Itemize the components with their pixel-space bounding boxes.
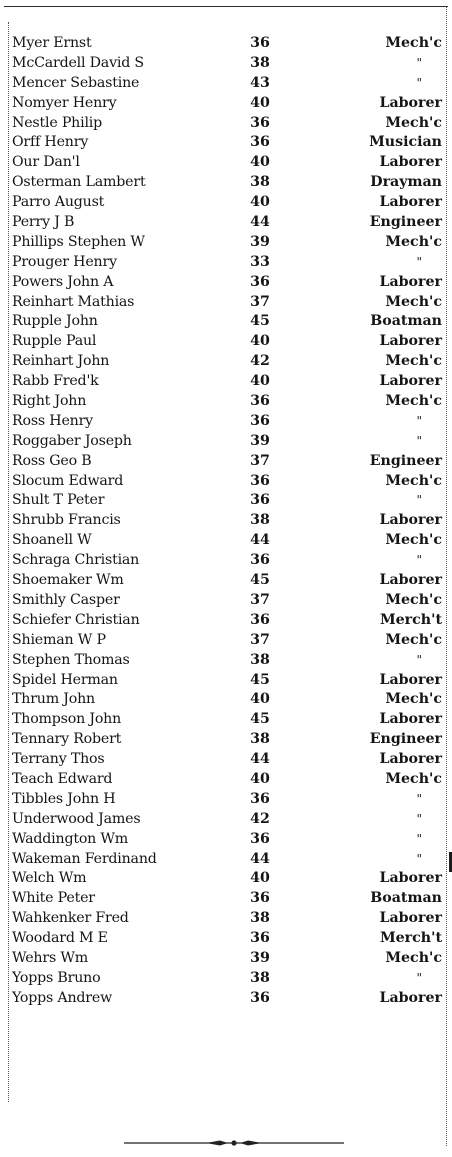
person-age: 38 <box>250 969 270 986</box>
person-occupation: Laborer <box>379 910 442 927</box>
table-row <box>0 511 452 531</box>
person-occupation: Mech'c <box>385 532 442 549</box>
person-age: 38 <box>250 910 270 927</box>
person-name: Tennary Robert <box>12 731 122 748</box>
person-name: Thompson John <box>12 711 122 728</box>
person-age: 38 <box>250 174 270 191</box>
person-age: 36 <box>250 472 270 489</box>
person-age: 36 <box>250 830 270 847</box>
person-name: McCardell David S <box>12 54 144 71</box>
table-row <box>0 949 452 969</box>
person-age: 45 <box>250 711 270 728</box>
person-age: 36 <box>250 930 270 947</box>
person-occupation: Laborer <box>379 94 442 111</box>
person-age: 36 <box>250 611 270 628</box>
person-name: Underwood James <box>12 810 141 827</box>
person-age: 39 <box>250 949 270 966</box>
person-occupation: " <box>416 493 422 508</box>
person-name: Smithly Casper <box>12 591 120 608</box>
table-row <box>0 432 452 452</box>
person-name: Rupple Paul <box>12 333 97 350</box>
person-age: 39 <box>250 233 270 250</box>
person-age: 40 <box>250 333 270 350</box>
table-row <box>0 54 452 74</box>
person-name: Myer Ernst <box>12 35 92 51</box>
person-name: Our Dan'l <box>12 154 80 171</box>
table-row <box>0 213 452 233</box>
person-occupation: Mech'c <box>385 472 442 489</box>
table-row <box>0 651 452 671</box>
person-occupation: Laborer <box>379 194 442 211</box>
person-name: Nestle Philip <box>12 114 103 131</box>
person-name: Rupple John <box>12 313 98 330</box>
person-name: Ross Henry <box>12 412 93 429</box>
person-age: 39 <box>250 432 270 449</box>
table-row <box>0 770 452 790</box>
person-occupation: Laborer <box>379 711 442 728</box>
person-occupation: Laborer <box>379 512 442 529</box>
table-row <box>0 233 452 253</box>
table-row <box>0 173 452 193</box>
person-name: Shult T Peter <box>12 492 105 509</box>
person-name: Slocum Edward <box>12 472 124 489</box>
table-row <box>0 133 452 153</box>
table-row <box>0 810 452 830</box>
person-age: 37 <box>250 452 270 469</box>
person-name: Perry J B <box>12 214 75 231</box>
person-age: 36 <box>250 790 270 807</box>
ornament-divider <box>124 1139 344 1147</box>
table-row <box>0 491 452 511</box>
person-occupation: Engineer <box>369 214 442 231</box>
table-row <box>0 531 452 551</box>
person-occupation: Musician <box>369 134 442 151</box>
person-name: Schraga Christian <box>12 552 140 569</box>
person-age: 36 <box>250 989 270 1006</box>
table-row <box>0 909 452 929</box>
person-name: Waddington Wm <box>12 830 129 847</box>
person-occupation: Laborer <box>379 333 442 350</box>
person-age: 37 <box>250 591 270 608</box>
person-age: 38 <box>250 512 270 529</box>
table-row <box>0 690 452 710</box>
person-occupation: Laborer <box>379 870 442 887</box>
person-age: 36 <box>250 134 270 151</box>
person-age: 40 <box>250 373 270 390</box>
person-occupation: " <box>416 791 422 806</box>
person-age: 42 <box>250 810 270 827</box>
person-name: Rabb Fred'k <box>12 373 99 390</box>
person-occupation: Mech'c <box>385 591 442 608</box>
person-occupation: " <box>416 413 422 428</box>
person-age: 36 <box>250 35 270 51</box>
person-age: 44 <box>250 751 270 768</box>
person-occupation: Mech'c <box>385 393 442 410</box>
person-name: Roggaber Joseph <box>12 432 132 449</box>
person-occupation: Laborer <box>379 373 442 390</box>
person-age: 36 <box>250 552 270 569</box>
table-row <box>0 989 452 1009</box>
table-row <box>0 869 452 889</box>
table-row <box>0 153 452 173</box>
person-occupation: Mech'c <box>385 949 442 966</box>
person-occupation: " <box>416 970 422 985</box>
table-row <box>0 889 452 909</box>
table-row <box>0 830 452 850</box>
top-border-rule <box>4 6 448 7</box>
person-name: Schiefer Christian <box>12 611 140 628</box>
table-row <box>0 551 452 571</box>
table-row <box>0 332 452 352</box>
table-row <box>0 193 452 213</box>
table-row <box>0 631 452 651</box>
person-age: 45 <box>250 671 270 688</box>
person-occupation: " <box>416 75 422 90</box>
table-row <box>0 472 452 492</box>
table-row <box>0 750 452 770</box>
person-name: Ross Geo B <box>12 452 92 469</box>
person-occupation: Boatman <box>370 313 442 330</box>
table-row <box>0 452 452 472</box>
person-occupation: Mech'c <box>385 691 442 708</box>
person-name: Parro August <box>12 194 105 211</box>
person-occupation: Laborer <box>379 273 442 290</box>
table-row <box>0 591 452 611</box>
person-occupation: Laborer <box>379 989 442 1006</box>
person-occupation: " <box>416 254 422 269</box>
person-age: 43 <box>250 74 270 91</box>
table-row <box>0 611 452 631</box>
person-age: 40 <box>250 154 270 171</box>
person-age: 36 <box>250 890 270 907</box>
person-age: 37 <box>250 631 270 648</box>
table-row <box>0 850 452 870</box>
person-name: Orff Henry <box>12 134 89 151</box>
person-name: Right John <box>12 393 87 410</box>
person-occupation: Mech'c <box>385 233 442 250</box>
person-occupation: Mech'c <box>385 114 442 131</box>
person-occupation: Mech'c <box>385 35 442 51</box>
person-occupation: Merch't <box>379 930 442 947</box>
table-row <box>0 571 452 591</box>
person-age: 40 <box>250 870 270 887</box>
table-row <box>0 312 452 332</box>
person-name: Teach Edward <box>12 770 113 787</box>
person-name: Wehrs Wm <box>12 949 88 966</box>
person-age: 45 <box>250 313 270 330</box>
person-age: 45 <box>250 572 270 589</box>
person-name: Osterman Lambert <box>12 174 146 191</box>
person-name: Terrany Thos <box>12 751 105 768</box>
person-occupation: Mech'c <box>385 293 442 310</box>
person-occupation: " <box>416 831 422 846</box>
person-name: Wakeman Ferdinand <box>12 850 157 867</box>
person-age: 36 <box>250 492 270 509</box>
person-name: Mencer Sebastine <box>12 74 140 91</box>
person-age: 40 <box>250 194 270 211</box>
person-occupation: Mech'c <box>385 770 442 787</box>
table-row <box>0 74 452 94</box>
person-name: Spidel Herman <box>12 671 118 688</box>
person-occupation: Mech'c <box>385 631 442 648</box>
person-age: 37 <box>250 293 270 310</box>
person-occupation: Laborer <box>379 154 442 171</box>
person-age: 36 <box>250 114 270 131</box>
person-age: 33 <box>250 253 270 270</box>
person-occupation: Merch't <box>379 611 442 628</box>
person-occupation: Drayman <box>370 174 442 191</box>
person-age: 36 <box>250 393 270 410</box>
table-row <box>0 114 452 134</box>
person-occupation: Engineer <box>369 452 442 469</box>
person-age: 38 <box>250 731 270 748</box>
person-name: Yopps Andrew <box>12 989 113 1006</box>
person-name: Nomyer Henry <box>12 94 117 111</box>
person-name: Prouger Henry <box>12 253 117 270</box>
person-occupation: Laborer <box>379 751 442 768</box>
person-name: Welch Wm <box>12 870 87 887</box>
person-age: 40 <box>250 770 270 787</box>
table-row <box>0 929 452 949</box>
person-occupation: " <box>416 811 422 826</box>
roster-list <box>0 34 452 1009</box>
table-row <box>0 671 452 691</box>
person-occupation: Engineer <box>369 731 442 748</box>
table-row <box>0 710 452 730</box>
table-row <box>0 790 452 810</box>
person-age: 36 <box>250 273 270 290</box>
person-name: Wahkenker Fred <box>12 910 129 927</box>
person-name: Stephen Thomas <box>12 651 130 668</box>
person-occupation: " <box>416 851 422 866</box>
person-occupation: " <box>416 55 422 70</box>
person-name: Shoemaker Wm <box>12 572 124 589</box>
person-age: 42 <box>250 353 270 370</box>
person-name: Woodard M E <box>12 930 108 947</box>
table-row <box>0 253 452 273</box>
table-row <box>0 34 452 54</box>
table-row <box>0 969 452 989</box>
person-occupation: " <box>416 652 422 667</box>
table-row <box>0 372 452 392</box>
person-age: 36 <box>250 412 270 429</box>
person-name: Phillips Stephen W <box>12 233 145 250</box>
person-age: 40 <box>250 94 270 111</box>
table-row <box>0 412 452 432</box>
table-row <box>0 94 452 114</box>
table-row <box>0 352 452 372</box>
person-name: Thrum John <box>12 691 95 708</box>
person-age: 44 <box>250 214 270 231</box>
person-occupation: Mech'c <box>385 353 442 370</box>
person-name: Reinhart Mathias <box>12 293 135 310</box>
person-name: Shrubb Francis <box>12 512 121 529</box>
person-occupation: Laborer <box>379 572 442 589</box>
person-age: 38 <box>250 651 270 668</box>
table-row <box>0 293 452 313</box>
person-occupation: Boatman <box>370 890 442 907</box>
person-occupation: " <box>416 553 422 568</box>
table-row <box>0 730 452 750</box>
person-occupation: Laborer <box>379 671 442 688</box>
person-age: 40 <box>250 691 270 708</box>
table-row <box>0 273 452 293</box>
person-occupation: " <box>416 433 422 448</box>
person-name: Shoanell W <box>12 532 92 549</box>
table-row <box>0 392 452 412</box>
person-name: Reinhart John <box>12 353 110 370</box>
person-age: 44 <box>250 532 270 549</box>
person-age: 44 <box>250 850 270 867</box>
person-age: 38 <box>250 54 270 71</box>
person-name: Tibbles John H <box>12 790 116 807</box>
person-name: Yopps Bruno <box>12 969 101 986</box>
person-name: Powers John A <box>12 273 114 290</box>
person-name: Shieman W P <box>12 631 106 648</box>
person-name: White Peter <box>12 890 95 907</box>
